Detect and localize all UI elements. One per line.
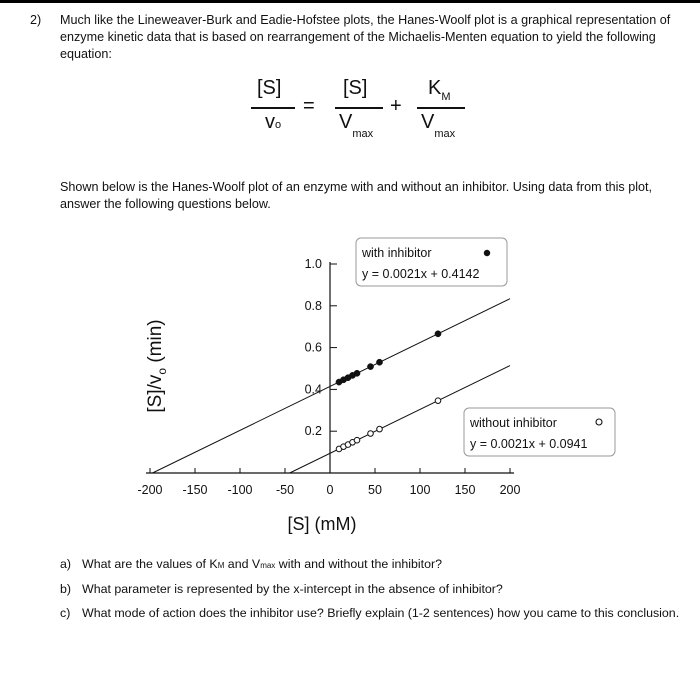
y-axis-label: $[S]/v_o$ (min) — [145, 319, 169, 413]
eq-lhs-numerator: [S] — [257, 77, 282, 99]
x-tick-label: 150 — [454, 483, 476, 497]
legend-with-inhibitor — [356, 238, 507, 286]
y-tick-label: 1.0 — [304, 257, 322, 271]
x-tick-label: 0 — [326, 483, 334, 497]
eq-fraction-bar — [335, 107, 383, 109]
question-b: b) What parameter is represented by the x-intercept in the absence of inhibitor? — [60, 582, 503, 596]
without-inhibitor-point — [435, 398, 441, 404]
regression-lines — [152, 299, 510, 473]
top-border — [0, 0, 700, 3]
eq-fraction-bar — [251, 107, 295, 109]
with-inhibitor-point — [367, 364, 373, 370]
legend-with-inhibitor-equation: y = 0.0021x + 0.4142 — [362, 267, 480, 281]
with-inhibitor-point — [435, 331, 441, 337]
without-inhibitor-point — [368, 431, 374, 437]
legend-without-inhibitor-equation: y = 0.0021x + 0.0941 — [470, 437, 588, 451]
plot-intro-text: Shown below is the Hanes-Woolf plot of an enzyme with and without an inhibitor. Using data from this plot, answer the following questions below. — [60, 180, 652, 211]
with-inhibitor-line — [152, 299, 510, 473]
hanes-woolf-plot — [0, 228, 700, 538]
y-tick-label: 0.4 — [304, 382, 322, 397]
eq-term2-numerator: $K_M$ — [428, 77, 451, 103]
without-inhibitor-point — [354, 437, 360, 443]
y-ticks — [305, 257, 337, 438]
x-ticks — [137, 468, 520, 497]
x-tick-label: 200 — [499, 483, 521, 497]
question-c: c) What mode of action does the inhibitor use? Briefly explain (1-2 sentences) how you came to this conclusion. — [60, 606, 680, 620]
x-tick-label: 50 — [368, 483, 382, 497]
y-tick-label: 0.6 — [304, 340, 322, 355]
x-tick-label: 100 — [409, 483, 431, 497]
hanes-woolf-equation — [245, 75, 475, 160]
with-inhibitor-point — [376, 359, 382, 365]
legend-without-inhibitor-label: without inhibitor — [470, 416, 557, 430]
legend-with-inhibitor-label: with inhibitor — [362, 246, 432, 260]
eq-fraction-bar — [417, 107, 465, 109]
x-axis-label: [S] (mM) — [287, 514, 357, 534]
x-tick-label: -100 — [227, 483, 253, 497]
without-inhibitor-point — [377, 426, 383, 432]
y-tick-label: 0.2 — [304, 424, 322, 439]
eq-equals: = — [303, 95, 315, 117]
x-tick-label: -200 — [137, 483, 163, 497]
eq-lhs-denominator: vo — [265, 111, 282, 133]
question-list — [60, 556, 680, 629]
eq-plus: + — [390, 95, 402, 117]
data-points — [336, 331, 441, 452]
y-tick-label: 0.8 — [304, 298, 322, 313]
x-tick-label: -50 — [275, 483, 295, 497]
legend-without-inhibitor — [464, 408, 615, 456]
eq-term1-denominator: $V_{max}$ — [339, 111, 374, 140]
filled-marker-icon — [484, 250, 490, 256]
question-text: Much like the Lineweaver-Burk and Eadie-Hofstee plots, the Hanes-Woolf plot is a graphical representation of enzyme kinetic data that is based on rearrangement of the Michaelis-Menten equation to yield the following equation: — [60, 13, 671, 61]
open-marker-icon — [596, 419, 602, 425]
question-a: a) What are the values of KM and Vmax with and without the inhibitor? — [60, 557, 442, 571]
eq-term2-denominator: $V_{max}$ — [421, 111, 456, 140]
eq-term1-numerator: [S] — [343, 77, 368, 99]
x-tick-label: -150 — [182, 483, 208, 497]
question-number: 2) — [30, 13, 42, 27]
with-inhibitor-point — [354, 370, 360, 376]
